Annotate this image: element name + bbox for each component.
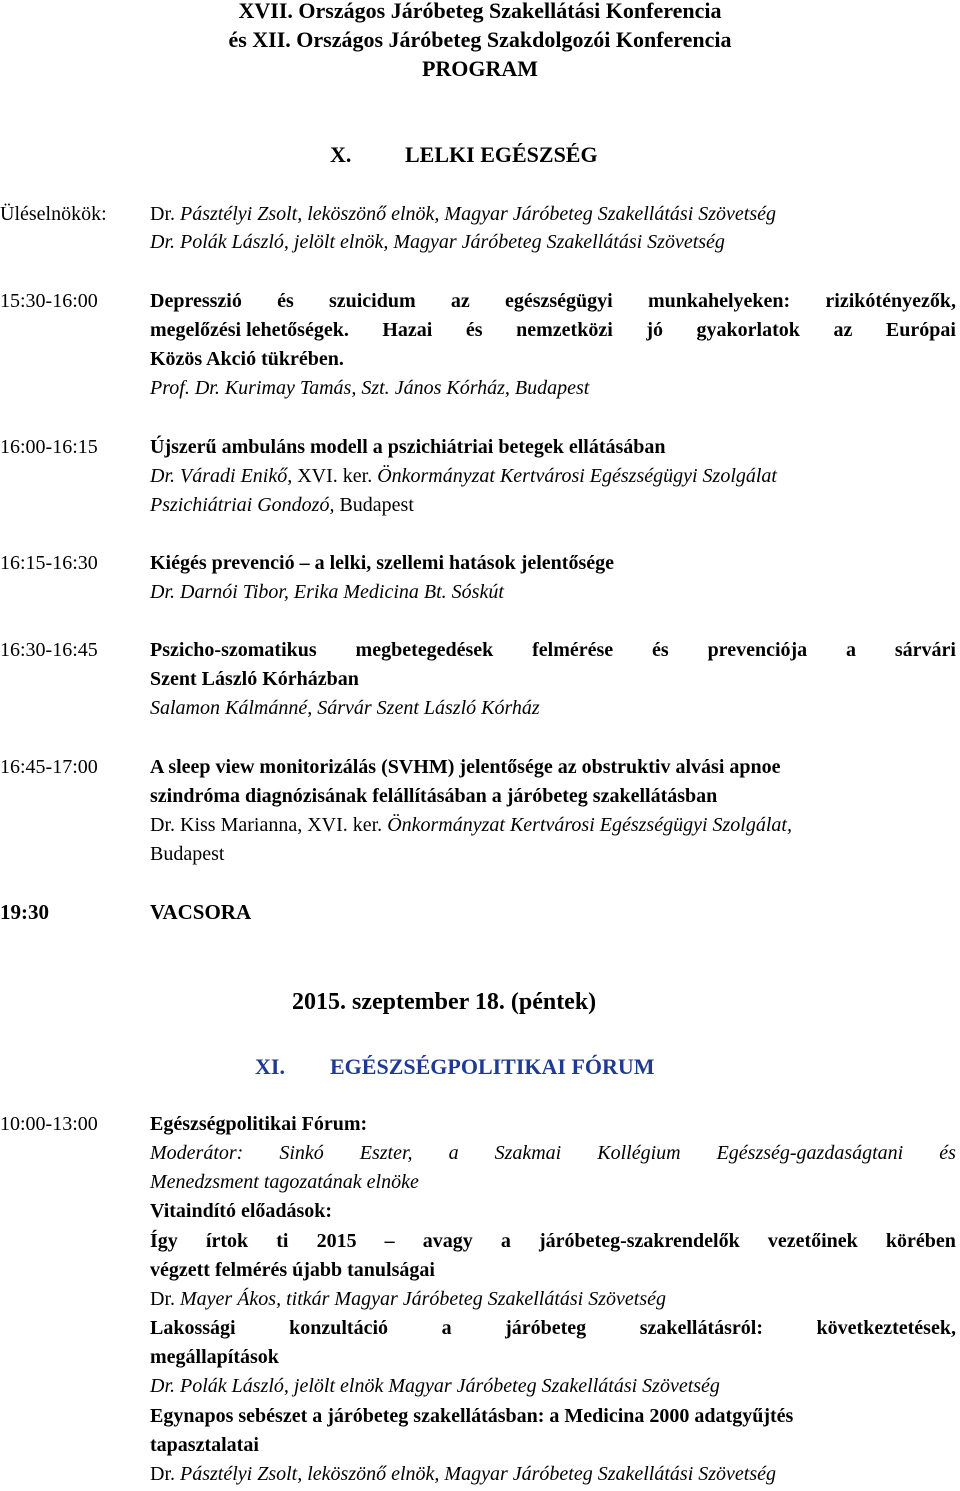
session-speaker-city: Budapest [150, 843, 225, 865]
session-speaker: Dr. Darnói Tibor, Erika Medicina Bt. Sóskút [150, 581, 504, 603]
session-speaker-affiliation: Pszichiátriai Gondozó, Budapest [150, 494, 414, 516]
session-time: 16:15-16:30 [0, 552, 98, 574]
chairs-label: Üléselnökök: [0, 203, 107, 225]
session-title: Kiégés prevenció – a lelki, szellemi hatások jelentősége [150, 552, 614, 574]
section-title: EGÉSZSÉGPOLITIKAI FÓRUM [330, 1054, 655, 1079]
session-title: Újszerű ambuláns modell a pszichiátriai betegek ellátásában [150, 436, 666, 458]
moderator-line: Menedzsment tagozatának elnöke [150, 1171, 419, 1193]
session-speaker: Dr. Kiss Marianna, XVI. ker. Önkormányzat Kertvárosi Egészségügyi Szolgálat, [150, 814, 792, 836]
session-title-line: Depresszió és szuicidum az egészségügyi munkahelyeken: rizikótényezők, [150, 290, 956, 312]
session-time: 10:00-13:00 [0, 1113, 98, 1135]
program-label: PROGRAM [421, 56, 539, 81]
keynotes-label: Vitaindító előadások: [150, 1200, 333, 1222]
talk-speaker: Dr. Polák László, jelölt elnök Magyar Járóbeteg Szakellátási Szövetség [150, 1375, 720, 1397]
session-title-line: szindróma diagnózisának felállításában a járóbeteg szakellátásban [150, 785, 718, 807]
talk-speaker: Dr. Pásztélyi Zsolt, leköszönő elnök, Magyar Járóbeteg Szakellátási Szövetség [150, 1463, 777, 1485]
talk-title-line: Lakossági konzultáció a járóbeteg szakellátásról: következtetések, [150, 1317, 956, 1339]
section-title: LELKI EGÉSZSÉG [405, 142, 598, 167]
session-speaker: Dr. Váradi Enikő, XVI. ker. Önkormányzat Kertvárosi Egészségügyi Szolgálat [150, 465, 777, 487]
section-number: XI. [255, 1054, 285, 1079]
section-number: X. [330, 142, 352, 167]
session-time: 16:00-16:15 [0, 436, 98, 458]
talk-title-line: végzett felmérés újabb tanulságai [150, 1259, 435, 1281]
session-speaker: Salamon Kálmánné, Sárvár Szent László Kórház [150, 697, 540, 719]
conference-title-line2: és XII. Országos Járóbeteg Szakdolgozói Konferencia [228, 27, 732, 52]
session-title-line: Közös Akció tükrében. [150, 348, 344, 370]
chair-1: Dr. Pásztélyi Zsolt, leköszönő elnök, Magyar Járóbeteg Szakellátási Szövetség [150, 203, 777, 225]
dinner-time: 19:30 [0, 900, 49, 924]
talk-title-line: Így írtok ti 2015 – avagy a járóbeteg-szakrendelők vezetőinek körében [150, 1230, 956, 1252]
talk-title-line: Egynapos sebészet a járóbeteg szakellátásban: a Medicina 2000 adatgyűjtés [150, 1405, 794, 1427]
session-title-line: Szent László Kórházban [150, 668, 359, 690]
talk-speaker: Dr. Mayer Ákos, titkár Magyar Járóbeteg Szakellátási Szövetség [150, 1288, 666, 1310]
forum-title: Egészségpolitikai Fórum: [150, 1113, 368, 1135]
session-time: 15:30-16:00 [0, 290, 98, 312]
session-time: 16:45-17:00 [0, 756, 98, 778]
session-title-line: megelőzési lehetőségek. Hazai és nemzetközi jó gyakorlatok az Európai [150, 319, 956, 341]
session-time: 16:30-16:45 [0, 639, 98, 661]
moderator-line: Moderátor: Sinkó Eszter, a Szakmai Kollégium Egészség-gazdaságtani és [150, 1142, 956, 1164]
day2-date: 2015. szeptember 18. (péntek) [292, 989, 597, 1015]
session-speaker: Prof. Dr. Kurimay Tamás, Szt. János Kórház, Budapest [150, 377, 590, 399]
dinner-label: VACSORA [150, 900, 252, 924]
conference-title-line1: XVII. Országos Járóbeteg Szakellátási Konferencia [238, 0, 722, 23]
chair-2: Dr. Polák László, jelölt elnök, Magyar Járóbeteg Szakellátási Szövetség [150, 231, 725, 253]
talk-title-line: megállapítások [150, 1346, 279, 1368]
talk-title-line: tapasztalatai [150, 1434, 259, 1456]
session-title-line: Pszicho-szomatikus megbetegedések felmérése és prevenciója a sárvári [150, 639, 956, 661]
session-title-line: A sleep view monitorizálás (SVHM) jelentősége az obstruktiv alvási apnoe [150, 756, 781, 778]
